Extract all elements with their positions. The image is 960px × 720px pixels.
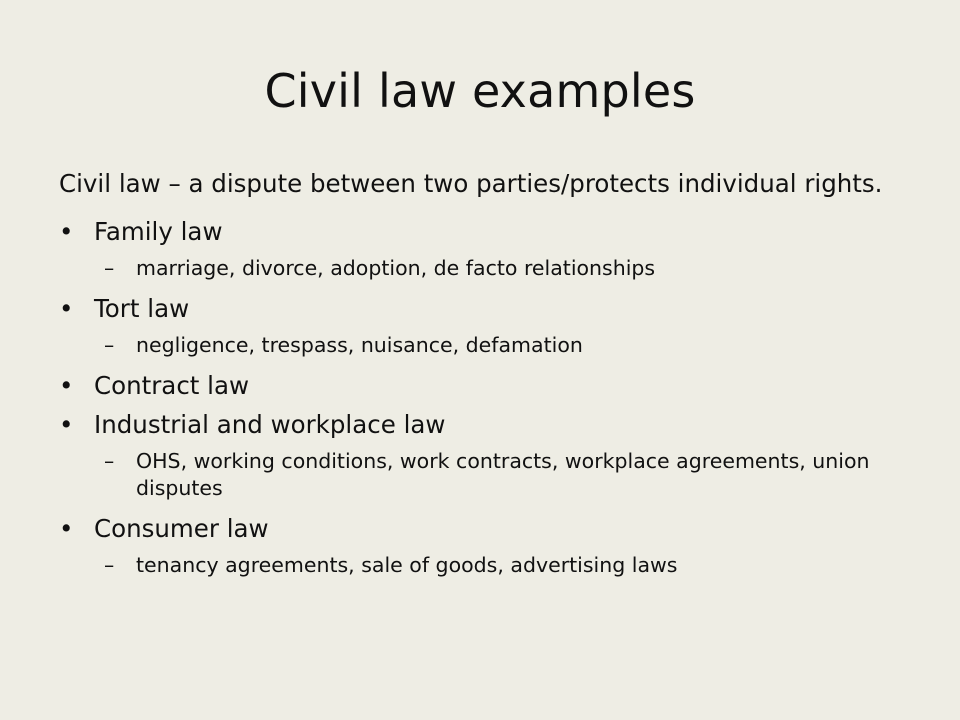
sub-bullet-industrial-workplace-law <box>104 448 904 502</box>
sub-bullet-text: OHS, working conditions, work contracts, workplace agreements, union disputes <box>136 449 870 500</box>
sub-bullet-text: negligence, trespass, nuisance, defamation <box>136 333 583 357</box>
sub-bullet-consumer-law <box>104 552 904 579</box>
sub-bullet-text: tenancy agreements, sale of goods, advertising laws <box>136 553 678 577</box>
dash-icon: – <box>104 333 115 357</box>
intro-text: Civil law – a dispute between two parties/protects individual rights. <box>59 169 883 198</box>
bullet-label: Contract law <box>94 371 250 400</box>
bullet-icon: • <box>59 371 74 400</box>
bullet-contract-law <box>59 370 904 402</box>
bullet-consumer-law <box>59 513 904 545</box>
bullet-icon: • <box>59 217 74 246</box>
dash-icon: – <box>104 256 115 280</box>
bullet-label: Tort law <box>94 294 190 323</box>
bullet-label: Industrial and workplace law <box>94 410 446 439</box>
sub-bullet-text: marriage, divorce, adoption, de facto relationships <box>136 256 656 280</box>
sub-bullet-family-law <box>104 255 904 282</box>
bullet-icon: • <box>59 294 74 323</box>
bullet-icon: • <box>59 514 74 543</box>
dash-icon: – <box>104 449 115 473</box>
slide-body <box>59 168 904 590</box>
bullet-icon: • <box>59 410 74 439</box>
sub-bullet-tort-law <box>104 332 904 359</box>
dash-icon: – <box>104 553 115 577</box>
bullet-label: Family law <box>94 217 223 246</box>
slide-title: Civil law examples <box>264 64 696 118</box>
bullet-industrial-workplace-law <box>59 409 904 441</box>
bullet-label: Consumer law <box>94 514 269 543</box>
bullet-tort-law <box>59 293 904 325</box>
bullet-family-law <box>59 216 904 248</box>
